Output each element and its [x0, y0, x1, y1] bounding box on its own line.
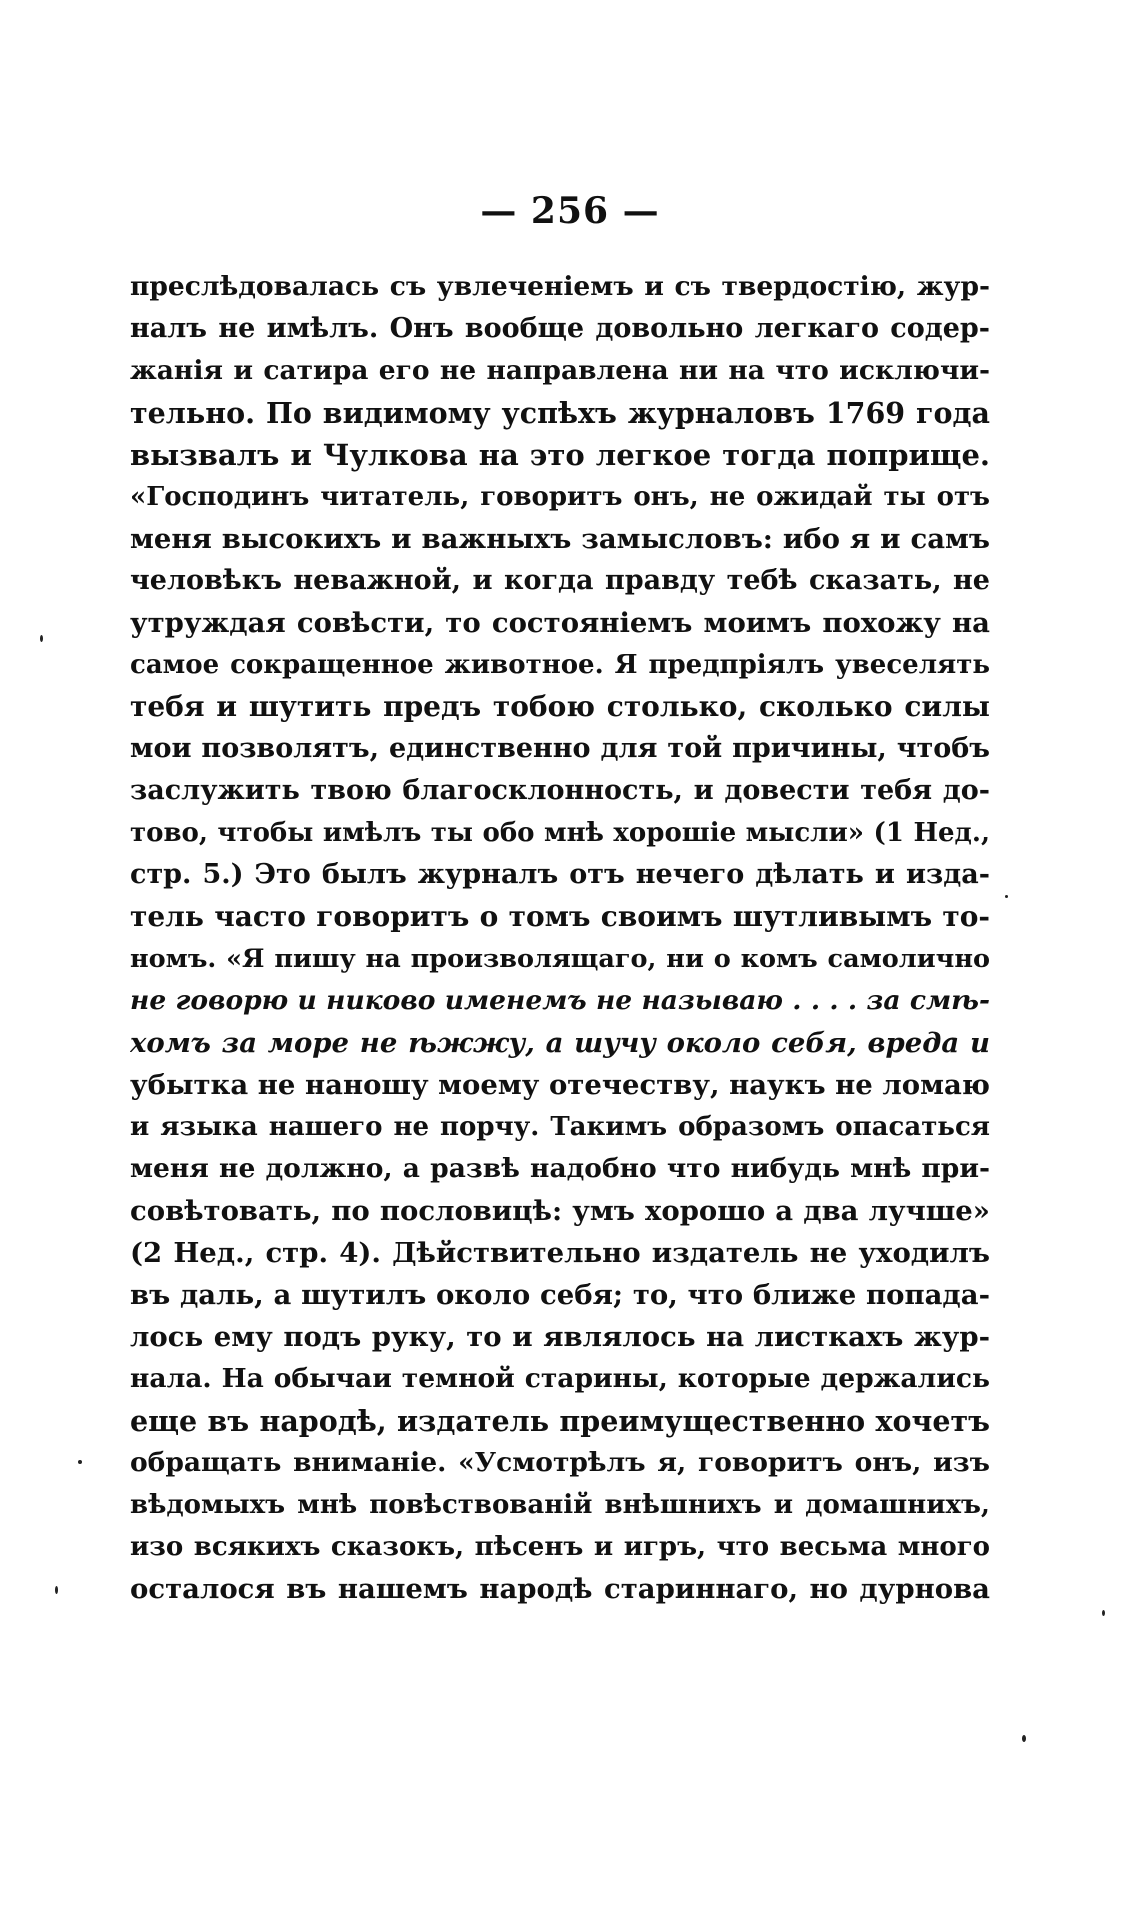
text-line: меня не должно, а развѣ надобно что нибудь мнѣ при-: [130, 1153, 990, 1184]
text-line: нала. На обычаи темной старины, которые держались: [130, 1363, 990, 1394]
text-line: утруждая совѣсти, то состояніемъ моимъ похожу на: [130, 607, 990, 639]
text-line: человѣкъ неважной, и когда правду тебѣ сказать, не: [130, 565, 990, 596]
text-line: обращать вниманіе. «Усмотрѣлъ я, говоритъ онъ, изъ: [130, 1447, 990, 1478]
body-text: [130, 266, 990, 1610]
text-line: (2 Нед., стр. 4). Дѣйствительно издатель не уходилъ: [130, 1237, 990, 1269]
text-line: убытка не наношу моему отечеству, наукъ не ломаю: [130, 1069, 990, 1101]
text-line: тово, чтобы имѣлъ ты обо мнѣ хорошіе мысли» (1 Нед.,: [130, 818, 990, 848]
scan-speck: [78, 1460, 82, 1464]
text-line: не говорю и никово именемъ не называю . . . . за смѣ-: [130, 985, 990, 1016]
scan-speck: [40, 635, 43, 642]
text-line: жанія и сатира его не направлена ни на что исключи-: [130, 355, 990, 386]
text-line: и языка нашего не порчу. Такимъ образомъ опасаться: [130, 1112, 990, 1142]
text-line: мои позволятъ, единственно для той причины, чтобъ: [130, 733, 990, 764]
scan-speck: [1102, 1610, 1105, 1616]
text-line: изо всякихъ сказокъ, пѣсенъ и игръ, что весьма много: [130, 1532, 990, 1562]
text-line: осталося въ нашемъ народѣ стариннаго, но дурнова: [130, 1573, 990, 1605]
scan-speck: [1022, 1735, 1026, 1742]
text-line: вѣдомыхъ мнѣ повѣствованій внѣшнихъ и домашнихъ,: [130, 1490, 990, 1520]
text-line: совѣтовать, по пословицѣ: умъ хорошо а два лучше»: [130, 1195, 990, 1227]
text-line: въ даль, а шутилъ около себя; то, что ближе попада-: [130, 1279, 990, 1311]
text-line: налъ не имѣлъ. Онъ вообще довольно легкаго содер-: [130, 313, 990, 344]
text-line: тель часто говоритъ о томъ своимъ шутливымъ то-: [130, 900, 990, 933]
text-line: меня высокихъ и важныхъ замысловъ: ибо я и самъ: [130, 523, 990, 555]
text-line: стр. 5.) Это былъ журналъ отъ нечего дѣлать и изда-: [130, 859, 990, 890]
text-line: вызвалъ и Чулкова на это легкое тогда поприще.: [130, 438, 990, 472]
text-line: заслужить твою благосклонность, и довести тебя до-: [130, 775, 990, 806]
page-number: — 256 —: [480, 190, 660, 232]
text-line: лось ему подъ руку, то и являлось на листкахъ жур-: [130, 1321, 990, 1353]
text-line: тельно. По видимому успѣхъ журналовъ 1769 года: [130, 396, 990, 430]
text-line: преслѣдовалась съ увлеченіемъ и съ твердостію, жур-: [130, 271, 990, 302]
text-line: «Господинъ читатель, говоритъ онъ, не ожидай ты отъ: [130, 482, 990, 512]
scan-speck: [55, 1586, 58, 1594]
text-line: хомъ за море не ѣжжу, а шучу около себя, вреда и: [130, 1027, 990, 1059]
scan-speck: [1005, 895, 1008, 898]
text-line: тебя и шутить предъ тобою столько, сколько силы: [130, 690, 990, 723]
text-line: номъ. «Я пишу на произволящаго, ни о комъ самолично: [130, 944, 990, 974]
text-line: еще въ народѣ, издатель преимущественно хочетъ: [130, 1404, 990, 1438]
text-line: самое сокращенное животное. Я предпріялъ увеселять: [130, 650, 990, 680]
